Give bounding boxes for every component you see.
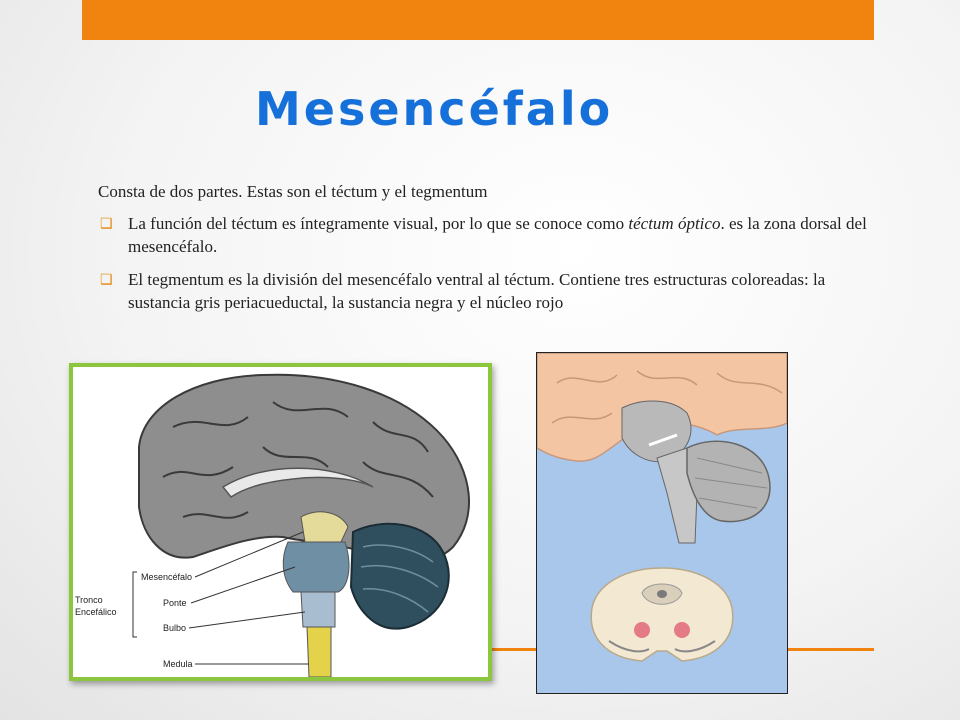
- intro-text: Consta de dos partes. Estas son el téctum y el tegmentum: [98, 182, 488, 201]
- label-ponte: Ponte: [163, 598, 187, 608]
- top-accent-bar: [82, 0, 874, 40]
- medulla-shape: [301, 592, 335, 627]
- midbrain-diagram-svg: [537, 353, 787, 693]
- red-nucleus-left: [634, 622, 650, 638]
- bullet-text: La función del téctum es íntegramente visual, por lo que se conoce como: [128, 214, 629, 233]
- label-medula: Medula: [163, 659, 193, 669]
- brain-sagittal-image: [69, 363, 492, 681]
- bullet-item: [98, 268, 890, 314]
- bullet-text: El tegmentum es la división del mesencéfalo ventral al téctum. Contiene tres estructuras coloreadas: la sustancia gris periacueductal, la sustancia negra y el núcleo rojo: [128, 270, 826, 312]
- slide-title: Mesencéfalo: [255, 82, 614, 136]
- square-bullet-icon: ❑: [100, 273, 113, 288]
- label-bulbo: Bulbo: [163, 623, 187, 633]
- group-label-tronco: Tronco: [75, 595, 103, 605]
- bullet-item: [98, 212, 890, 258]
- bullet-emphasis: téctum óptico: [628, 214, 721, 233]
- cross-section-shape: [591, 568, 733, 661]
- label-mesencefalo: Mesencéfalo: [141, 572, 193, 582]
- spinal-cord-shape: [307, 627, 331, 677]
- square-bullet-icon: ❑: [100, 217, 113, 232]
- aqueduct-shape: [657, 590, 667, 598]
- red-nucleus-right: [674, 622, 690, 638]
- midbrain-section-image: [536, 352, 788, 694]
- pointer-line: [189, 612, 305, 628]
- cerebellum-right-shape: [687, 441, 770, 521]
- brain-diagram-svg: [73, 367, 488, 677]
- bullet-text-tail: . es la zona dorsal del mesencéfalo.: [128, 214, 867, 256]
- bullet-list: [98, 212, 890, 324]
- group-bracket: [133, 572, 137, 637]
- cerebellum-shape: [351, 524, 449, 629]
- pons-shape: [283, 542, 349, 592]
- group-label-encefalico: Encefálico: [75, 607, 117, 617]
